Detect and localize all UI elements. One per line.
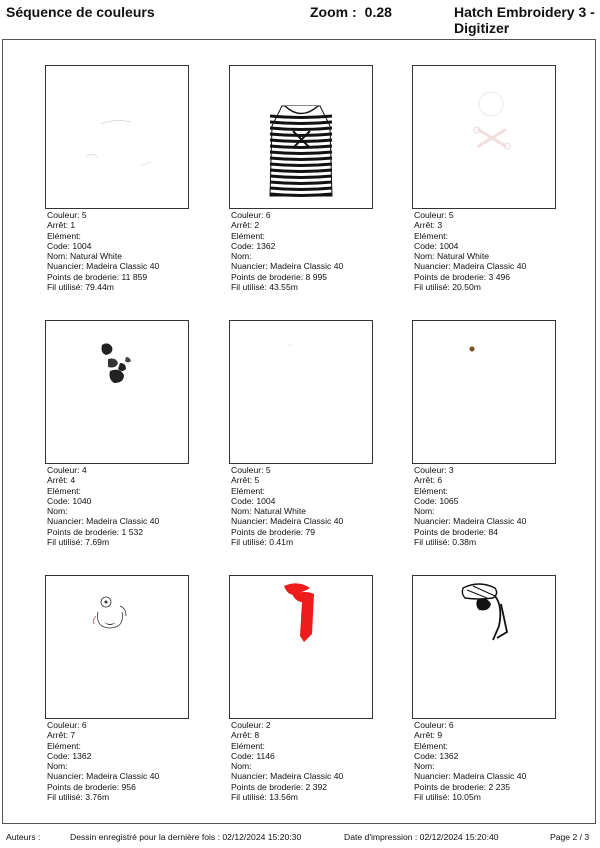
detail-label: Elément: xyxy=(47,230,81,241)
detail-value: Natural White xyxy=(253,506,306,517)
detail-label: Couleur: xyxy=(414,210,447,220)
detail-label: Couleur: xyxy=(231,465,264,475)
detail-stop xyxy=(231,730,343,740)
detail-value: 43.55m xyxy=(269,282,298,293)
detail-name xyxy=(231,251,343,261)
detail-chart xyxy=(231,771,343,781)
detail-label: Fil utilisé: xyxy=(414,537,450,548)
detail-chart xyxy=(47,516,159,526)
detail-value: 5 xyxy=(265,465,271,475)
detail-label: Points de broderie: xyxy=(414,271,487,282)
detail-label: Fil utilisé: xyxy=(414,792,450,803)
detail-code xyxy=(414,241,526,251)
item-details xyxy=(414,720,526,802)
app-name: Hatch Embroidery 3 - Digitizer xyxy=(454,4,595,36)
detail-thread xyxy=(414,282,526,292)
detail-stop xyxy=(47,730,159,740)
detail-stop xyxy=(414,475,526,485)
item-details xyxy=(47,465,159,547)
detail-chart xyxy=(47,771,159,781)
detail-label: Couleur: xyxy=(47,465,80,475)
detail-value: 1 xyxy=(70,220,76,231)
detail-code xyxy=(47,496,159,506)
detail-label: Code: xyxy=(414,495,437,506)
detail-label: Points de broderie: xyxy=(231,781,304,792)
detail-stitches xyxy=(47,527,159,537)
footer-page-number: Page 2 / 3 xyxy=(550,832,590,842)
detail-label: Nuancier: xyxy=(47,261,84,272)
detail-name xyxy=(47,506,159,516)
detail-thread xyxy=(47,537,159,547)
detail-code xyxy=(231,751,343,761)
detail-label: Nuancier: xyxy=(47,516,84,527)
detail-label: Arrêt: xyxy=(231,220,253,231)
detail-value: 0.41m xyxy=(269,537,294,548)
detail-label: Couleur: xyxy=(414,465,447,475)
detail-label: Elément: xyxy=(231,485,265,496)
detail-chart xyxy=(47,261,159,271)
detail-name xyxy=(231,506,343,516)
detail-label: Arrêt: xyxy=(231,730,253,741)
detail-label: Arrêt: xyxy=(414,220,436,231)
detail-label: Points de broderie: xyxy=(47,271,120,282)
detail-label: Points de broderie: xyxy=(231,271,304,282)
detail-label: Couleur: xyxy=(47,210,80,220)
detail-label: Nom: xyxy=(414,251,435,262)
detail-value: 2 392 xyxy=(305,781,328,792)
detail-label: Nuancier: xyxy=(231,261,268,272)
detail-label: Arrêt: xyxy=(414,730,436,741)
detail-value: 5 xyxy=(81,210,87,220)
detail-label: Nom: xyxy=(231,761,252,772)
footer-authors: Auteurs : xyxy=(6,832,41,842)
detail-value: Madeira Classic 40 xyxy=(453,771,527,782)
detail-value: 1040 xyxy=(72,495,92,506)
detail-value: 8 xyxy=(254,730,260,741)
bandana-eyepatch-outline-art xyxy=(413,576,555,718)
item-details xyxy=(414,210,526,292)
detail-element xyxy=(414,231,526,241)
detail-stop xyxy=(231,220,343,230)
detail-value: Madeira Classic 40 xyxy=(86,771,160,782)
zoom-info xyxy=(310,4,392,20)
detail-label: Elément: xyxy=(414,740,448,751)
design-thumbnail xyxy=(229,320,373,464)
detail-chart xyxy=(414,516,526,526)
detail-name xyxy=(414,251,526,261)
detail-value: Madeira Classic 40 xyxy=(270,261,344,272)
detail-value: 9 xyxy=(437,730,443,741)
detail-label: Nom: xyxy=(414,761,435,772)
detail-value: 956 xyxy=(121,781,136,792)
detail-thread xyxy=(231,282,343,292)
detail-label: Nuancier: xyxy=(231,516,268,527)
detail-code xyxy=(47,241,159,251)
item-details xyxy=(231,210,343,292)
detail-label: Code: xyxy=(414,750,437,761)
detail-value: 1362 xyxy=(72,750,92,761)
detail-label: Couleur: xyxy=(414,720,447,730)
detail-stitches xyxy=(231,272,343,282)
detail-label: Couleur: xyxy=(231,720,264,730)
detail-label: Nuancier: xyxy=(414,261,451,272)
detail-label: Elément: xyxy=(231,230,265,241)
detail-value: 3 xyxy=(448,465,454,475)
detail-value: 4 xyxy=(81,465,87,475)
color-sequence-item xyxy=(229,575,419,825)
detail-label: Code: xyxy=(414,240,437,251)
striped-sweater-art xyxy=(230,66,372,208)
detail-value: 79.44m xyxy=(85,282,114,293)
detail-color xyxy=(47,720,159,730)
detail-color xyxy=(414,210,526,220)
detail-value: 1 532 xyxy=(121,526,144,537)
detail-label: Points de broderie: xyxy=(47,781,120,792)
detail-label: Fil utilisé: xyxy=(231,537,267,548)
detail-code xyxy=(414,496,526,506)
detail-value: 1004 xyxy=(439,240,459,251)
detail-stitches xyxy=(231,527,343,537)
color-sequence-item xyxy=(229,65,419,315)
detail-thread xyxy=(47,282,159,292)
design-thumbnail xyxy=(229,65,373,209)
detail-stitches xyxy=(47,272,159,282)
detail-element xyxy=(414,486,526,496)
detail-label: Fil utilisé: xyxy=(231,792,267,803)
color-sequence-item xyxy=(412,65,600,315)
detail-value: 7 xyxy=(70,730,76,741)
item-details xyxy=(414,465,526,547)
detail-element xyxy=(47,741,159,751)
zoom-label: Zoom : xyxy=(310,4,357,20)
item-details xyxy=(47,720,159,802)
detail-label: Nom: xyxy=(47,251,68,262)
detail-label: Points de broderie: xyxy=(231,526,304,537)
detail-value: 1362 xyxy=(439,750,459,761)
detail-color xyxy=(231,210,343,220)
detail-label: Fil utilisé: xyxy=(414,282,450,293)
detail-value: Madeira Classic 40 xyxy=(86,261,160,272)
detail-label: Nom: xyxy=(231,251,252,262)
detail-element xyxy=(231,741,343,751)
page-header xyxy=(0,0,600,38)
detail-code xyxy=(414,751,526,761)
page-title: Séquence de couleurs xyxy=(6,4,155,20)
detail-value: 20.50m xyxy=(452,282,481,293)
detail-label: Elément: xyxy=(47,485,81,496)
detail-value: 0.38m xyxy=(452,537,477,548)
detail-stitches xyxy=(414,272,526,282)
detail-value: 2 xyxy=(265,720,271,730)
detail-stop xyxy=(414,220,526,230)
detail-element xyxy=(47,231,159,241)
design-thumbnail xyxy=(412,320,556,464)
page-footer xyxy=(0,830,600,844)
detail-value: 4 xyxy=(70,475,76,486)
detail-label: Nom: xyxy=(414,506,435,517)
detail-color xyxy=(414,720,526,730)
detail-value: 1004 xyxy=(256,495,276,506)
detail-label: Fil utilisé: xyxy=(47,537,83,548)
detail-value: 1004 xyxy=(72,240,92,251)
detail-value: 2 235 xyxy=(488,781,511,792)
detail-value: Madeira Classic 40 xyxy=(86,516,160,527)
detail-chart xyxy=(414,261,526,271)
detail-label: Fil utilisé: xyxy=(47,792,83,803)
detail-value: 7.69m xyxy=(85,537,110,548)
detail-label: Arrêt: xyxy=(414,475,436,486)
detail-value: Madeira Classic 40 xyxy=(270,516,344,527)
design-thumbnail xyxy=(412,575,556,719)
detail-label: Code: xyxy=(231,495,254,506)
detail-label: Elément: xyxy=(414,230,448,241)
tiny-white-mark-art xyxy=(230,321,372,463)
detail-value: 84 xyxy=(488,526,499,537)
detail-value: Natural White xyxy=(69,251,122,262)
detail-label: Arrêt: xyxy=(47,730,69,741)
item-details xyxy=(231,465,343,547)
detail-stop xyxy=(414,730,526,740)
color-sequence-item xyxy=(229,320,419,570)
design-thumbnail xyxy=(45,320,189,464)
detail-value: 10.05m xyxy=(452,792,481,803)
faint-skull-crossbones-art xyxy=(413,66,555,208)
detail-stop xyxy=(47,220,159,230)
detail-label: Couleur: xyxy=(47,720,80,730)
detail-stop xyxy=(47,475,159,485)
detail-color xyxy=(231,465,343,475)
detail-label: Nom: xyxy=(47,506,68,517)
detail-chart xyxy=(231,516,343,526)
detail-label: Fil utilisé: xyxy=(231,282,267,293)
detail-chart xyxy=(231,261,343,271)
detail-label: Arrêt: xyxy=(47,220,69,231)
color-sequence-item xyxy=(412,575,600,825)
detail-label: Nom: xyxy=(231,506,252,517)
detail-value: 13.56m xyxy=(269,792,298,803)
red-bandana-art xyxy=(230,576,372,718)
detail-label: Code: xyxy=(47,495,70,506)
detail-label: Points de broderie: xyxy=(47,526,120,537)
detail-label: Code: xyxy=(231,750,254,761)
detail-name xyxy=(414,506,526,516)
faint-white-strokes-art xyxy=(46,66,188,208)
footer-saved-date: Dessin enregistré pour la dernière fois : 02/12/2024 15:20:30 xyxy=(70,832,302,842)
design-thumbnail xyxy=(229,575,373,719)
detail-value: 8 995 xyxy=(305,271,328,282)
detail-value: 1146 xyxy=(256,750,275,761)
color-sequence-item xyxy=(412,320,600,570)
detail-label: Elément: xyxy=(231,740,265,751)
detail-value: 2 xyxy=(254,220,260,231)
item-details xyxy=(231,720,343,802)
detail-name xyxy=(47,761,159,771)
detail-color xyxy=(47,210,159,220)
detail-color xyxy=(231,720,343,730)
detail-label: Elément: xyxy=(47,740,81,751)
item-details xyxy=(47,210,159,292)
detail-label: Code: xyxy=(47,750,70,761)
dog-black-spots-art xyxy=(46,321,188,463)
design-thumbnail xyxy=(412,65,556,209)
detail-thread xyxy=(414,792,526,802)
detail-value: Madeira Classic 40 xyxy=(270,771,344,782)
detail-color xyxy=(414,465,526,475)
color-sequence-item xyxy=(45,65,235,315)
detail-name xyxy=(231,761,343,771)
detail-value: 79 xyxy=(305,526,316,537)
color-sequence-item xyxy=(45,320,235,570)
color-sequence-item xyxy=(45,575,235,825)
detail-stitches xyxy=(231,782,343,792)
zoom-value: 0.28 xyxy=(364,4,392,20)
detail-label: Nuancier: xyxy=(47,771,84,782)
detail-stitches xyxy=(414,527,526,537)
detail-label: Nuancier: xyxy=(414,771,451,782)
detail-value: 3 xyxy=(437,220,443,231)
detail-thread xyxy=(231,792,343,802)
detail-label: Nuancier: xyxy=(414,516,451,527)
detail-value: Madeira Classic 40 xyxy=(453,516,527,527)
detail-code xyxy=(231,496,343,506)
detail-value: 6 xyxy=(448,720,454,730)
detail-element xyxy=(231,231,343,241)
detail-stitches xyxy=(414,782,526,792)
detail-label: Arrêt: xyxy=(47,475,69,486)
detail-value: 6 xyxy=(81,720,87,730)
detail-code xyxy=(47,751,159,761)
detail-value: 3 496 xyxy=(488,271,511,282)
detail-element xyxy=(414,741,526,751)
detail-value: 1065 xyxy=(439,495,459,506)
detail-value: 5 xyxy=(448,210,454,220)
detail-value: 5 xyxy=(254,475,260,486)
detail-name xyxy=(47,251,159,261)
detail-thread xyxy=(47,792,159,802)
detail-color xyxy=(47,465,159,475)
detail-name xyxy=(414,761,526,771)
detail-stop xyxy=(231,475,343,485)
dog-outline-sketch-art xyxy=(46,576,188,718)
detail-label: Code: xyxy=(47,240,70,251)
detail-value: 6 xyxy=(265,210,271,220)
detail-label: Elément: xyxy=(414,485,448,496)
detail-label: Couleur: xyxy=(231,210,264,220)
detail-stitches xyxy=(47,782,159,792)
design-thumbnail xyxy=(45,575,189,719)
detail-thread xyxy=(414,537,526,547)
detail-thread xyxy=(231,537,343,547)
detail-value: Madeira Classic 40 xyxy=(453,261,527,272)
detail-label: Points de broderie: xyxy=(414,781,487,792)
detail-element xyxy=(231,486,343,496)
detail-label: Nuancier: xyxy=(231,771,268,782)
detail-label: Code: xyxy=(231,240,254,251)
detail-value: 6 xyxy=(437,475,443,486)
footer-print-date: Date d'impression : 02/12/2024 15:20:40 xyxy=(344,832,499,842)
detail-element xyxy=(47,486,159,496)
detail-label: Arrêt: xyxy=(231,475,253,486)
tiny-brown-dot-art xyxy=(413,321,555,463)
detail-chart xyxy=(414,771,526,781)
detail-label: Nom: xyxy=(47,761,68,772)
detail-value: Natural White xyxy=(436,251,489,262)
detail-value: 3.76m xyxy=(85,792,110,803)
detail-value: 11 859 xyxy=(121,271,148,282)
detail-code xyxy=(231,241,343,251)
detail-value: 1362 xyxy=(256,240,276,251)
design-thumbnail xyxy=(45,65,189,209)
detail-label: Fil utilisé: xyxy=(47,282,83,293)
detail-label: Points de broderie: xyxy=(414,526,487,537)
